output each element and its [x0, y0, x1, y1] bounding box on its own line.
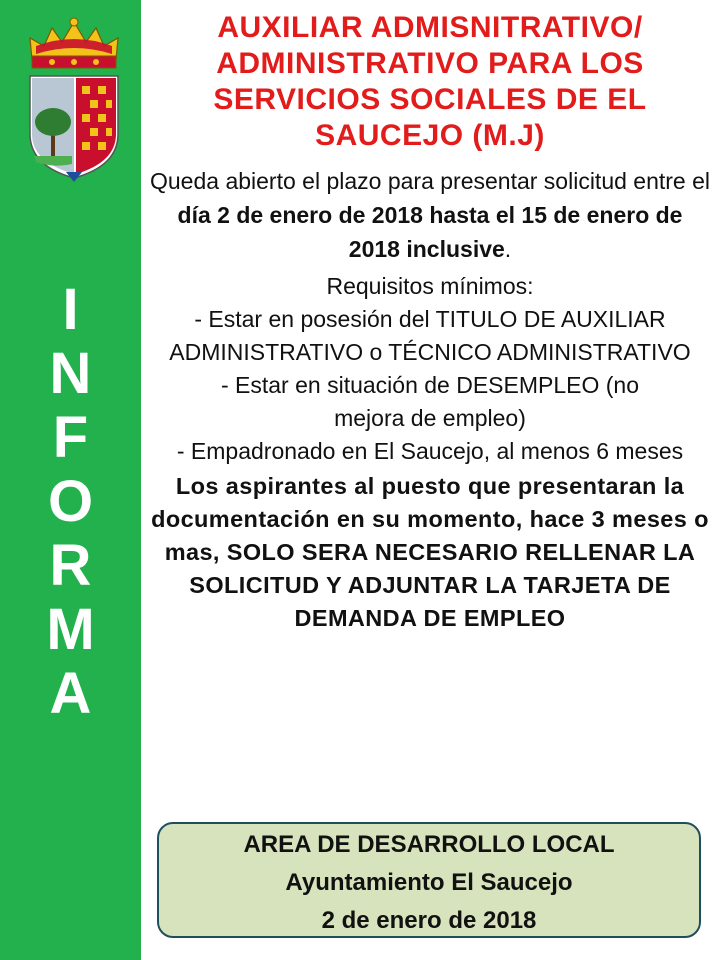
- informa-letter: O: [47, 469, 94, 534]
- aspirantes-note: Los aspirantes al puesto que presentaran la documentación en su momento, hace 3 meses o mas, SOLO SERA NECESARIO RELLENAR LA SOLICITUD Y ADJUNTAR LA TARJETA DE DEMANDA DE EMPLEO: [151, 473, 709, 631]
- informa-letter: N: [49, 341, 92, 406]
- footer-box: [157, 822, 701, 938]
- title-line: AUXILIAR ADMISNITRATIVO/: [217, 11, 643, 44]
- requisito-titulo: - Estar en posesión del TITULO DE AUXILIAR ADMINISTRATIVO o TÉCNICO ADMINISTRATIVO: [169, 306, 691, 365]
- footer-date: 2 de enero de 2018: [321, 907, 537, 934]
- title-line: SERVICIOS SOCIALES DE EL: [213, 83, 647, 116]
- footer-area: AREA DE DESARROLLO LOCAL: [243, 831, 615, 858]
- plazo-text: Queda abierto el plazo para presentar solicitud entre el: [150, 168, 711, 194]
- notice-body: [150, 10, 710, 635]
- informa-letter: I: [62, 277, 79, 342]
- informa-letter: R: [49, 533, 92, 598]
- informa-letter: F: [52, 405, 89, 470]
- informa-letter: M: [46, 597, 95, 662]
- notice-title: [150, 10, 710, 154]
- requisito-desempleo: - Estar en situación de DESEMPLEO (no mejora de empleo): [220, 372, 640, 431]
- crest-icon: [22, 16, 126, 182]
- informa-letter: A: [49, 661, 92, 726]
- plazo-dates: día 2 de enero de 2018 hasta el 15 de enero de 2018 inclusive: [177, 202, 683, 262]
- footer-ayuntamiento: Ayuntamiento El Saucejo: [285, 869, 573, 896]
- informa-vertical-word: [0, 278, 141, 726]
- plazo-paragraph: [150, 164, 710, 266]
- sidebar: [0, 0, 141, 960]
- requisito-empadronado: - Empadronado en El Saucejo, al menos 6 meses: [176, 438, 684, 464]
- plazo-end: .: [504, 236, 512, 262]
- requisitos-heading: Requisitos mínimos:: [326, 273, 534, 299]
- title-line: ADMINISTRATIVO PARA LOS: [216, 47, 644, 80]
- title-line: SAUCEJO (M.J): [315, 119, 545, 152]
